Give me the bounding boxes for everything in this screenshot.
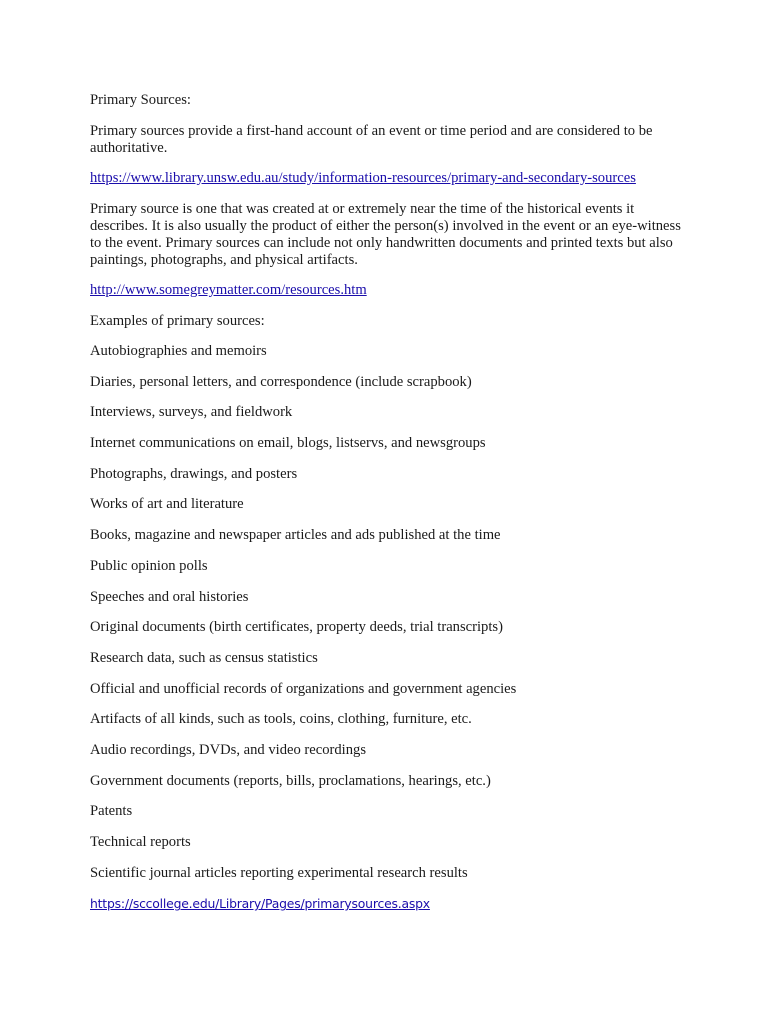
intro-paragraph: Primary sources provide a first-hand account of an event or time period and are considered to be authoritative.	[90, 122, 653, 156]
list-item: Internet communications on email, blogs, listservs, and newsgroups	[90, 435, 486, 452]
list-item: Audio recordings, DVDs, and video recordings	[90, 741, 367, 758]
list-item: Diaries, personal letters, and correspondence (include scrapbook)	[90, 373, 472, 390]
list-item: Technical reports	[90, 834, 191, 850]
somegreymatter-link[interactable]: http://www.somegreymatter.com/resources.htm	[90, 282, 367, 298]
list-item: Government documents (reports, bills, proclamations, hearings, etc.)	[90, 772, 491, 789]
examples-heading: Examples of primary sources:	[90, 312, 265, 329]
list-item: Photographs, drawings, and posters	[90, 465, 298, 482]
list-item: Official and unofficial records of organizations and government agencies	[90, 680, 517, 697]
document-body	[90, 92, 690, 927]
list-item: Interviews, surveys, and fieldwork	[90, 404, 293, 421]
examples-list	[90, 343, 690, 882]
list-item: Research data, such as census statistics	[90, 649, 318, 666]
link-paragraph-3	[90, 895, 690, 913]
list-item: Autobiographies and memoirs	[90, 343, 267, 359]
sccollege-link[interactable]: https://sccollege.edu/Library/Pages/primarysources.aspx	[90, 896, 430, 912]
section-heading: Primary Sources:	[90, 92, 191, 108]
list-item: Original documents (birth certificates, property deeds, trial transcripts)	[90, 619, 503, 636]
list-item: Public opinion polls	[90, 557, 208, 574]
list-item: Works of art and literature	[90, 496, 244, 513]
list-item: Scientific journal articles reporting experimental research results	[90, 864, 468, 881]
definition-paragraph: Primary source is one that was created at or extremely near the time of the historical events it describes. It is also usually the product of either the person(s) involved in the event or an eye-witness to the event. Primary sources can include not only handwritten documents and printed texts but also paintings, photographs, and physical artifacts.	[90, 200, 681, 268]
list-item: Speeches and oral histories	[90, 588, 249, 605]
link-paragraph-1	[90, 170, 690, 187]
link-paragraph-2	[90, 282, 690, 299]
unsw-library-link[interactable]: https://www.library.unsw.edu.au/study/information-resources/primary-and-secondary-sources	[90, 170, 636, 186]
list-item: Patents	[90, 803, 133, 820]
list-item: Books, magazine and newspaper articles and ads published at the time	[90, 527, 501, 544]
list-item: Artifacts of all kinds, such as tools, coins, clothing, furniture, etc.	[90, 711, 472, 728]
